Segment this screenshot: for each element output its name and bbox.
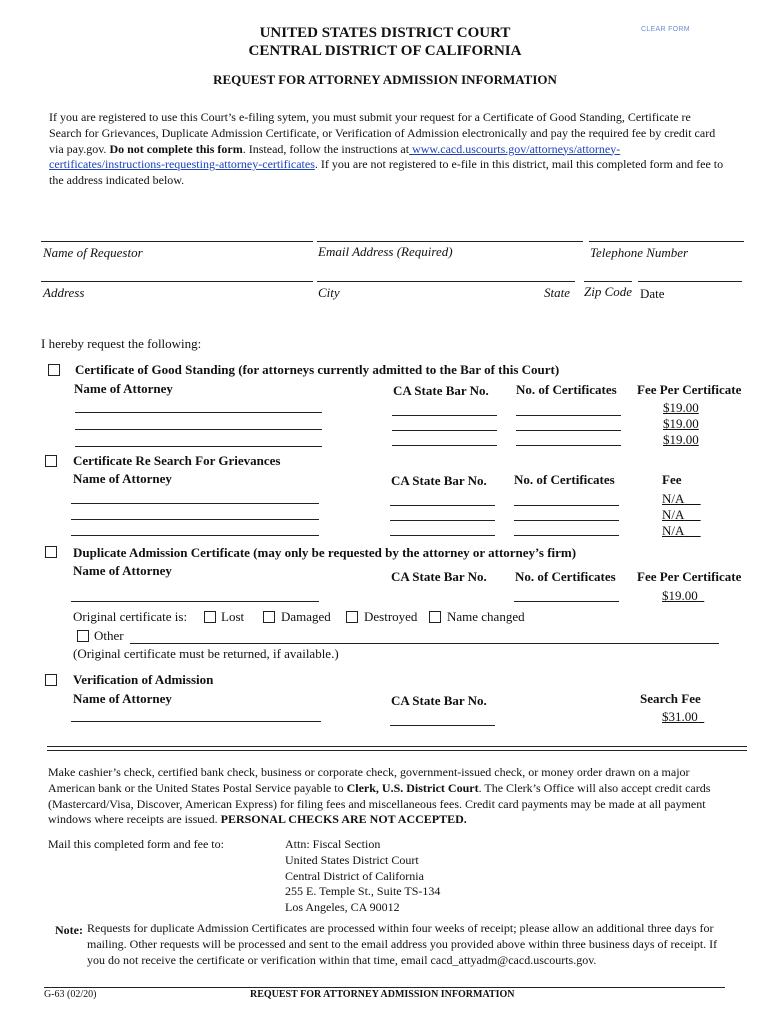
verification-bar-col: CA State Bar No. xyxy=(391,693,487,708)
research-num-field-1[interactable] xyxy=(514,505,619,506)
zip-label: Zip Code xyxy=(584,284,633,299)
mailing-address xyxy=(285,837,440,916)
original-cert-label: Original certificate is: xyxy=(73,609,188,624)
research-checkbox[interactable] xyxy=(45,455,57,467)
research-num-field-2[interactable] xyxy=(514,520,619,521)
address-line-2: United States District Court xyxy=(285,852,419,867)
duplicate-title: Duplicate Admission Certificate (may only be requested by the attorney or attorney’s firm) xyxy=(73,545,577,560)
form-number: G-63 (02/20) xyxy=(44,989,97,1000)
district-name: CENTRAL DISTRICT OF CALIFORNIA xyxy=(248,43,522,59)
research-fee-col: Fee xyxy=(662,472,682,487)
research-bar-field-1[interactable] xyxy=(390,505,495,506)
duplicate-num-col: No. of Certificates xyxy=(515,569,616,584)
email-label: Email Address (Required) xyxy=(318,244,453,259)
duplicate-bar-col: CA State Bar No. xyxy=(391,569,487,584)
date-label: Date xyxy=(640,286,665,301)
telephone-field[interactable] xyxy=(589,241,744,242)
damaged-label: Damaged xyxy=(281,609,331,624)
good-standing-fee-3: $19.00 xyxy=(663,432,699,447)
research-name-col: Name of Attorney xyxy=(73,471,172,486)
good-standing-name-field-3[interactable] xyxy=(75,446,322,447)
good-standing-bar-field-1[interactable] xyxy=(392,415,497,416)
address-label: Address xyxy=(43,285,85,300)
good-standing-fee-1: $19.00 xyxy=(663,400,699,415)
intro-text-2: . Instead, follow the instructions at xyxy=(242,141,410,156)
research-bar-field-3[interactable] xyxy=(390,535,495,536)
payment-text-2: . The Clerk’s Office will also accept credit cards (Mastercard/Visa, Discover, American Express) for filing fees and miscellaneous fees. Credit card payments may be made at all payment windows where receipts are issued. xyxy=(48,780,711,827)
duplicate-fee-col: Fee Per Certificate xyxy=(637,569,742,584)
research-bar-col: CA State Bar No. xyxy=(391,473,487,488)
good-standing-name-field-2[interactable] xyxy=(75,429,322,430)
research-fee-2 xyxy=(662,507,701,523)
payment-paragraph xyxy=(48,765,738,828)
lost-checkbox[interactable] xyxy=(204,611,216,623)
lost-label: Lost xyxy=(221,609,245,624)
good-standing-num-field-2[interactable] xyxy=(516,430,621,431)
requestor-name-field[interactable] xyxy=(41,241,313,242)
good-standing-bar-col: CA State Bar No. xyxy=(393,383,489,398)
address-field[interactable] xyxy=(41,281,313,282)
note-text: Requests for duplicate Admission Certificates are processed within four weeks of receipt; please allow an additional three days for mailing. Other requests will be processed and sent to the email address you provided above within three business days of receipt. If you do not receive the certificate or verification within that time, email cacd_attyadm@cacd.uscourts.gov. xyxy=(87,921,718,967)
name-changed-label: Name changed xyxy=(447,609,525,624)
address-line-1: Attn: Fiscal Section xyxy=(285,837,381,851)
duplicate-checkbox[interactable] xyxy=(45,546,57,558)
verification-checkbox[interactable] xyxy=(45,674,57,686)
verification-name-col: Name of Attorney xyxy=(73,691,172,706)
verification-fee xyxy=(662,709,704,725)
duplicate-num-field[interactable] xyxy=(514,601,619,602)
intro-text-1: If you are registered to use this Court’s e-filing sytem, you must submit your request for a Certificate of Good Standing, Certificate re Search for Grievances, Duplicate Admission Certificate, or Verification of Admission electronically and pay the required fee by credit card via pay.gov. xyxy=(49,110,716,156)
footer-title: REQUEST FOR ATTORNEY ADMISSION INFORMATION xyxy=(250,989,515,1000)
destroyed-checkbox[interactable] xyxy=(346,611,358,623)
good-standing-fee-col: Fee Per Certificate xyxy=(637,382,742,397)
duplicate-name-col: Name of Attorney xyxy=(73,563,172,578)
good-standing-num-field-1[interactable] xyxy=(516,415,621,416)
request-intro: I hereby request the following: xyxy=(41,336,202,351)
divider-top xyxy=(47,746,747,747)
verification-fee-col: Search Fee xyxy=(640,691,701,706)
research-name-field-1[interactable] xyxy=(71,503,319,504)
research-fee-3 xyxy=(662,523,701,539)
date-field[interactable] xyxy=(638,281,742,282)
other-field[interactable] xyxy=(130,643,719,644)
duplicate-fee-text: $19.00 xyxy=(662,588,698,603)
research-title: Certificate Re Search For Grievances xyxy=(73,453,281,468)
verification-title: Verification of Admission xyxy=(73,672,214,687)
good-standing-name-col: Name of Attorney xyxy=(74,381,173,396)
intro-bold: Do not complete this form xyxy=(109,141,243,156)
address-line-4: 255 E. Temple St., Suite TS-134 xyxy=(285,884,441,899)
clear-form-button[interactable]: CLEAR FORM xyxy=(641,26,690,33)
note-label: Note: xyxy=(55,923,83,937)
instructions-link[interactable]: www.cacd.uscourts.gov/attorneys/attorney-certificates/instructions-requesting-attorney-certificates xyxy=(49,141,621,172)
verification-fee-text: $31.00 xyxy=(662,709,698,724)
good-standing-fee-2: $19.00 xyxy=(663,416,699,431)
research-fee-2-text: N/A xyxy=(662,507,685,522)
return-note: (Original certificate must be returned, if available.) xyxy=(73,646,339,661)
damaged-checkbox[interactable] xyxy=(263,611,275,623)
good-standing-num-field-3[interactable] xyxy=(516,445,621,446)
personal-checks-warning: PERSONAL CHECKS ARE NOT ACCEPTED. xyxy=(220,812,467,827)
payment-text-1: Make cashier’s check, certified bank check, business or corporate check, government-issued check, or money order drawn on a major American bank or the United States Postal Service payable to xyxy=(48,765,690,795)
verification-name-field[interactable] xyxy=(71,721,321,722)
name-changed-checkbox[interactable] xyxy=(429,611,441,623)
verification-bar-field[interactable] xyxy=(390,725,495,726)
good-standing-title: Certificate of Good Standing (for attorneys currently admitted to the Bar of this Court) xyxy=(75,362,560,377)
telephone-label: Telephone Number xyxy=(590,245,689,260)
intro-paragraph xyxy=(49,110,724,189)
email-field[interactable] xyxy=(317,241,583,242)
good-standing-name-field-1[interactable] xyxy=(75,412,322,413)
zip-field[interactable] xyxy=(584,281,632,282)
court-name: UNITED STATES DISTRICT COURT xyxy=(259,25,511,41)
duplicate-name-field[interactable] xyxy=(71,601,319,602)
good-standing-num-col: No. of Certificates xyxy=(516,382,617,397)
address-line-3: Central District of California xyxy=(285,868,424,883)
requestor-name-label: Name of Requestor xyxy=(43,245,143,260)
research-fee-1 xyxy=(662,491,701,507)
other-label: Other xyxy=(94,628,124,643)
research-bar-field-2[interactable] xyxy=(390,520,495,521)
duplicate-fee xyxy=(662,588,704,604)
city-label: City xyxy=(318,285,340,300)
divider-bottom xyxy=(47,750,747,751)
good-standing-checkbox[interactable] xyxy=(48,364,60,376)
state-label: State xyxy=(544,285,570,300)
research-num-field-3[interactable] xyxy=(514,535,619,536)
research-fee-3-text: N/A xyxy=(662,523,685,538)
other-checkbox[interactable] xyxy=(77,630,89,642)
city-field[interactable] xyxy=(317,281,575,282)
mail-label: Mail this completed form and fee to: xyxy=(48,837,224,851)
research-fee-1-text: N/A xyxy=(662,491,685,506)
research-name-field-2[interactable] xyxy=(71,519,319,520)
payee: Clerk, U.S. District Court xyxy=(346,780,479,795)
destroyed-label: Destroyed xyxy=(364,609,418,624)
address-line-5: Los Angeles, CA 90012 xyxy=(285,900,400,915)
good-standing-bar-field-3[interactable] xyxy=(392,445,497,446)
footer-rule xyxy=(44,987,725,988)
intro-text-3: . If you are not registered to e-file in this district, mail this completed form and fee to the address indicated below. xyxy=(49,157,724,188)
research-name-field-3[interactable] xyxy=(71,535,319,536)
good-standing-bar-field-2[interactable] xyxy=(392,430,497,431)
form-title: REQUEST FOR ATTORNEY ADMISSION INFORMATION xyxy=(213,72,557,87)
research-num-col: No. of Certificates xyxy=(514,472,615,487)
